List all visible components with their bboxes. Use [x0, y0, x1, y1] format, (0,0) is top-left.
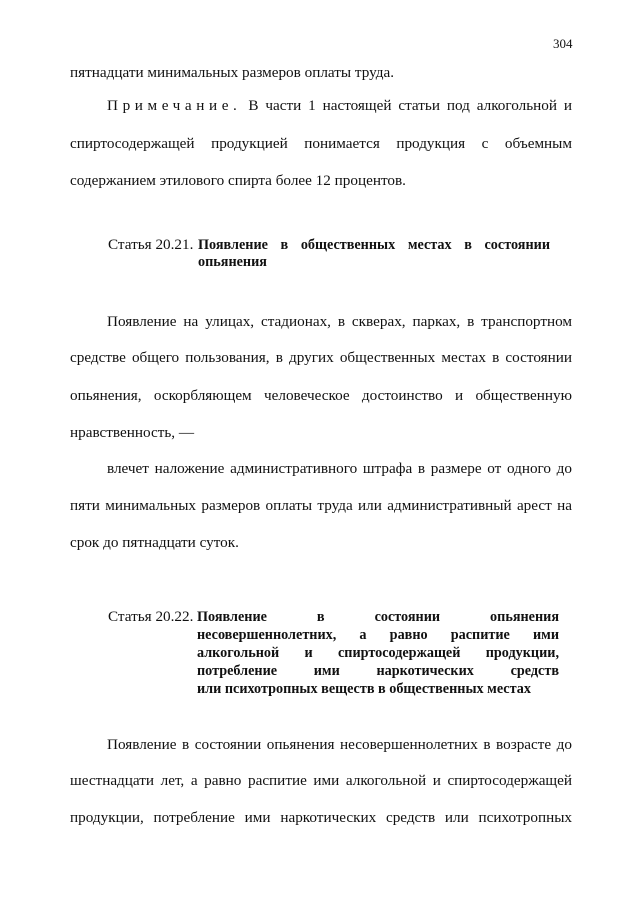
article-20-21-body-line-3: опьянения, оскорбляющем человеческое достоинство и общественную — [70, 387, 572, 404]
article-20-21-penalty-line-1: влечет наложение административного штрафа в размере от одного до — [107, 460, 572, 477]
note-line-3: содержанием этилового спирта более 12 процентов. — [70, 172, 406, 189]
article-20-21-number: Статья 20.21. — [108, 236, 194, 253]
article-20-21-title-line-2: опьянения — [198, 254, 267, 270]
article-20-22-body-line-2: шестнадцати лет, а равно распитие ими алкогольной и спиртосодержащей — [70, 772, 572, 789]
article-20-21-title-line-1: Появление в общественных местах в состоянии — [198, 237, 550, 253]
note-line-2: спиртосодержащей продукцией понимается продукция с объемным — [70, 135, 572, 152]
article-20-22-body-line-3: продукции, потребление ими наркотических средств или психотропных — [70, 809, 572, 826]
article-20-22-title-line-4: потребление ими наркотических средств — [197, 663, 559, 679]
article-20-21-penalty-line-3: срок до пятнадцати суток. — [70, 534, 239, 551]
article-20-21-body-line-1: Появление на улицах, стадионах, в скверах, парках, в транспортном — [107, 313, 572, 330]
note-label: Примечание. — [107, 97, 242, 114]
article-20-21-body-line-4: нравственность, — — [70, 424, 195, 441]
article-20-22-title-line-5: или психотропных веществ в общественных местах — [197, 681, 531, 697]
article-20-22-number: Статья 20.22. — [108, 608, 194, 625]
note-text-1: В части 1 настоящей статьи под алкогольной и — [248, 97, 572, 114]
article-20-22-title-line-2: несовершеннолетних, а равно распитие ими — [197, 627, 559, 643]
article-20-22-title-line-1: Появление в состоянии опьянения — [197, 609, 559, 625]
page-number: 304 — [553, 36, 573, 51]
article-20-22-body-line-1: Появление в состоянии опьянения несовершеннолетних в возрасте до — [107, 736, 572, 753]
article-20-21-penalty-line-2: пяти минимальных размеров оплаты труда или административный арест на — [70, 497, 572, 514]
article-20-22-title-line-3: алкогольной и спиртосодержащей продукции, — [197, 645, 559, 661]
article-20-21-body-line-2: средстве общего пользования, в других общественных местах в состоянии — [70, 349, 572, 366]
intro-line: пятнадцати минимальных размеров оплаты труда. — [70, 64, 395, 81]
note-line-1 — [107, 97, 572, 115]
